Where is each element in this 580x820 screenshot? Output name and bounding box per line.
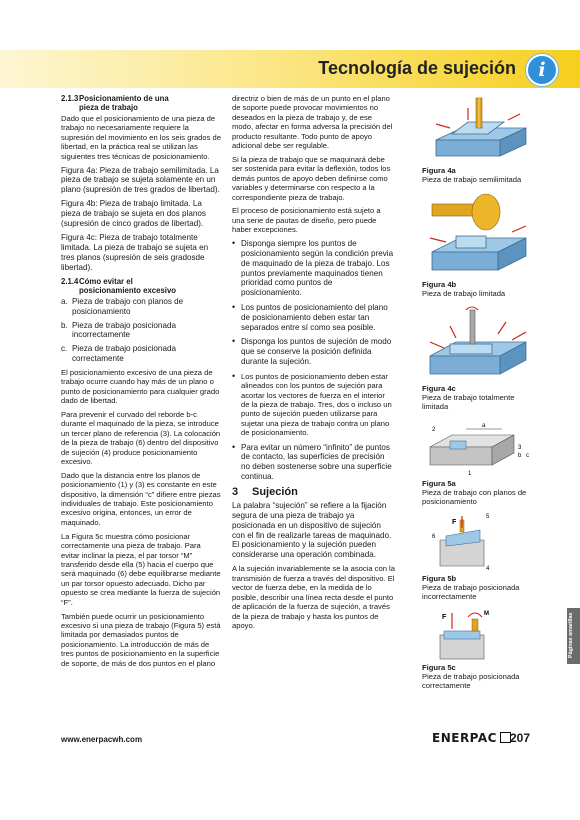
figure-4b [422, 190, 542, 298]
figure-4b-illustration [422, 190, 542, 280]
figure-4b-title: Figura 4b [422, 280, 457, 289]
paragraph: El proceso de posicionamiento está sujeto a una serie de pautas de diseño, pero puede haber excepciones. [232, 206, 381, 235]
paragraph: La Figura 5c muestra cómo posicionar correctamente una pieza de trabajo. Para evitar inclinar la pieza, el par torsor “M” transferido desde ella (5) hacia el cuerpo que será maquinado (6) debe equilibrarse mediante un par torsor opuesto adecuado. Dicho par opuesto se crea mediante la fuerza de sujeción “F”. [61, 531, 221, 607]
bullet-item: • Disponga siempre los puntos de posicionamiento según la condición previa de maquinado de la pieza de trabajo. Los puntos previamente maquinados tienen prioridad como puntos de posicionamiento. [232, 238, 394, 298]
bullet-item: • Para evitar un número “infinito” de puntos de contacto, las superficies de precisión no deben sostenerse sobre una superficie continua. [232, 441, 392, 481]
figure-4a-title: Figura 4a [422, 166, 456, 175]
page-number: 207 [510, 731, 531, 745]
section-heading-2-1-3: 2.1.3Posicionamiento de una pieza de trabajo [61, 94, 169, 112]
bullet-item: • Los puntos de posicionamiento deben estar alineados con los puntos de sujeción para acortar los vectores de fuerza en el interior de la pieza de trabajo. Tres, dos o incluso un punto de sujeción pueden utilizarse para sujetar una pieza de trabajo contra un plano de posicionamiento. [232, 370, 392, 438]
figure-5c-illustration [422, 607, 542, 663]
label-6: 6 [432, 534, 436, 540]
paragraph-figure-4c: Figura 4c: Pieza de trabajo totalmente limitada. La pieza de trabajo se sujeta en tres planos (supresión de seis gradosde libertad). [61, 233, 209, 272]
label-4: 4 [486, 566, 490, 572]
figure-4c-caption: Pieza de trabajo totalmente limitada [422, 393, 515, 411]
figure-5a-title: Figura 5a [422, 479, 456, 488]
figure-5b [422, 512, 542, 601]
label-F: F [452, 519, 457, 526]
figure-5b-illustration [422, 512, 542, 574]
side-tab [567, 608, 580, 664]
paragraph: A la sujeción invariablemente se la asocia con la transmisión de fuerza a través del dispositivo. El vector de fuerza debe, en la medida de lo posible, describir una línea recta desde el punto de aplicación de la fuerza de sujeción, a través de la pieza de trabajo y hasta los puntos de apoyo. [232, 564, 395, 630]
paragraph: La palabra “sujeción” se refiere a la fijación segura de una pieza de trabajo ya posicionada en un dispositivo de sujeción con el fin de realizarle tareas de maquinado. El posicionamiento y la sujeción pueden considerarse una operación combinada. [232, 501, 392, 560]
page-title: Tecnología de sujeción [318, 58, 516, 78]
figure-5c-caption: Pieza de trabajo posicionada correctamente [422, 672, 520, 690]
section-heading-3: 3 Sujeción [232, 485, 298, 498]
paragraph: Si la pieza de trabajo que se maquinará debe ser sostenida para evitar la deflexión, todos los demás puntos de apoyo deben definirse como variables y determinarse con respecto a la correspondiente pieza de trabajo. [232, 154, 391, 202]
figure-4a-caption: Pieza de trabajo semilimitada [422, 175, 522, 184]
figure-5b-caption: Pieza de trabajo posicionada incorrectamente [422, 583, 520, 601]
text-column-middle [232, 94, 395, 635]
brand-logo [432, 731, 511, 745]
label-b: b [518, 453, 522, 459]
paragraph: directriz o bien de más de un punto en el plano de soporte puede provocar movimientos no deseados en la pieza de trabajo y, de ese modo, afectar en forma adversa la precisión del producto resultante. Todo punto de apoyo adicional debe ser regulable. [232, 94, 393, 151]
figure-4b-caption: Pieza de trabajo limitada [422, 289, 506, 298]
list-item-a: a. Pieza de trabajo con planos de posicionamiento [61, 297, 184, 316]
list-item-c: c. Pieza de trabajo posicionada correctamente [61, 344, 176, 363]
figure-4c-illustration [422, 304, 542, 384]
brand-name: ENERPAC [432, 731, 497, 745]
figure-5a-caption: Pieza de trabajo con planos de posicionamiento [422, 488, 527, 506]
figure-5a [422, 417, 542, 506]
info-icon: i [526, 54, 558, 86]
figure-4a-illustration [422, 94, 542, 166]
figure-5b-title: Figura 5b [422, 574, 457, 583]
label-5: 5 [486, 514, 490, 520]
list-item-b: b. Pieza de trabajo posicionada incorrectamente [61, 320, 176, 340]
label-1: 1 [468, 471, 472, 477]
text-column-left [61, 94, 221, 672]
label-2: 2 [432, 427, 436, 433]
paragraph: El posicionamiento excesivo de una pieza de trabajo ocurre cuando hay más de un plano o punto de posicionamiento para cualquier grado dado de libertad. [61, 367, 220, 405]
top-margin [0, 0, 580, 50]
label-M: M [484, 611, 489, 617]
paragraph: También puede ocurrir un posicionamiento excesivo si una pieza de trabajo (Figura 5) está limitada por demasiados puntos de posicionamiento. La introducción de más de tres puntos de posicionamiento en la superficie de soporte, de más de dos puntos en el plano [61, 611, 221, 668]
label-a: a [482, 423, 486, 429]
label-3: 3 [518, 445, 522, 451]
paragraph-figure-4b: Figura 4b: Pieza de trabajo limitada. La pieza de trabajo se sujeta en dos planos (supresión de cinco grados de libertad). [61, 199, 206, 229]
paragraph: Dado que la distancia entre los planos de posicionamiento (1) y (3) es constante en este dispositivo, la dimensión “c” difiere entre piezas individuales de trabajo. Este posicionamiento excesivo origina, entonces, un error de maquinado. [61, 470, 221, 527]
figure-4c [422, 304, 542, 411]
figure-4a [422, 94, 542, 184]
paragraph-figure-4a: Figura 4a: Pieza de trabajo semilimitada. La pieza de trabajo se sujeta solamente en un plano (supresión de tres grados de libertad). [61, 165, 220, 195]
paragraph: Para prevenir el curvado del reborde b-c durante el maquinado de la pieza, se introduce un tercer plano de referencia (3). La colocación de la pieza de trabajo (6) dentro del dispositivo de sujeción (4) produce posicionamiento excesivo. [61, 409, 221, 466]
label-c: c [526, 453, 529, 459]
figure-5c-title: Figura 5c [422, 663, 456, 672]
figure-5c [422, 607, 542, 690]
label-F: F [442, 614, 447, 621]
bullet-item: • Los puntos de posicionamiento del plano de posicionamiento deben estar tan separados entre sí como sea posible. [232, 301, 388, 332]
figure-column [422, 94, 542, 690]
page-header-bar [0, 50, 580, 88]
side-tab-label: Páginas amarillas [568, 612, 574, 658]
bullet-item: • Disponga los puntos de sujeción de modo que se conserve la posición definida durante la sujeción. [232, 336, 392, 366]
figure-5a-illustration [422, 417, 542, 479]
footer-url: www.enerpacwh.com [61, 735, 143, 744]
section-heading-2-1-4: 2.1.4Cómo evitar el posicionamiento excesivo [61, 277, 177, 295]
figure-4c-title: Figura 4c [422, 384, 456, 393]
paragraph: Dado que el posicionamiento de una pieza de trabajo no necesariamente requiere la supresión del movimiento en los seis grados de libertad, en la práctica real se utilizan las siguientes tres técnicas de posicionamiento. [61, 114, 221, 161]
